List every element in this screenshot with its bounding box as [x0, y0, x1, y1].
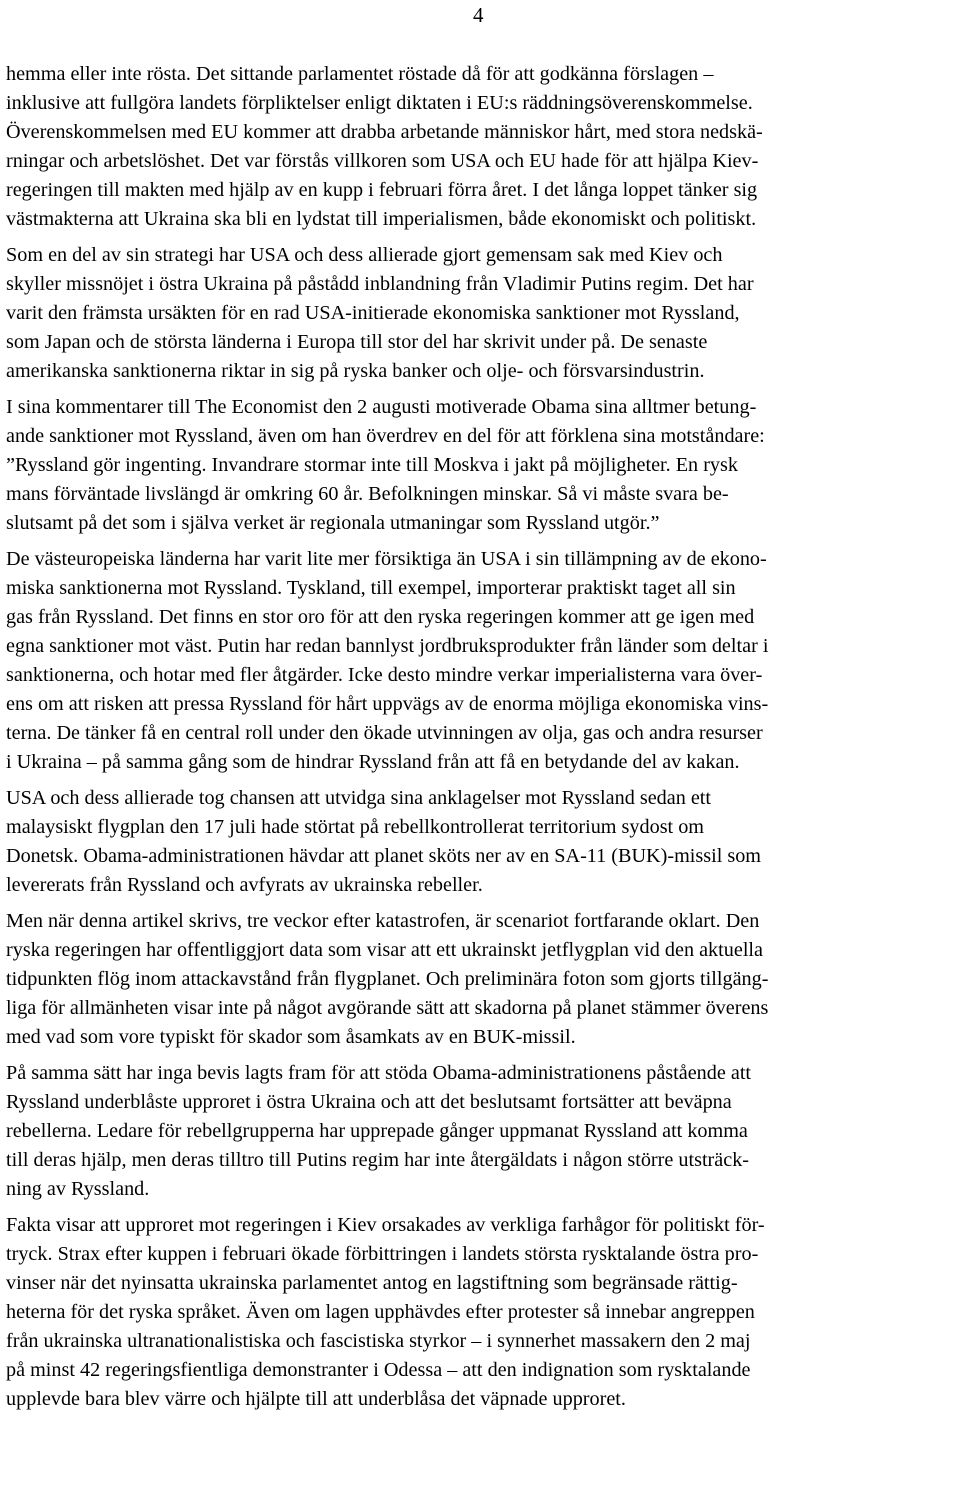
text-line: i Ukraina – på samma gång som de hindrar Ryssland från att få en betydande del av kakan. — [6, 751, 740, 773]
text-line: Men när denna artikel skrivs, tre veckor efter katastrofen, är scenariot fortfarande oklart. Den — [6, 910, 760, 932]
text-line: På samma sätt har inga bevis lagts fram för att stöda Obama-administrationens påstående att — [6, 1062, 752, 1084]
page-number: 4 — [473, 3, 484, 27]
text-line: Överenskommelsen med EU kommer att drabba arbetande människor hårt, med stora nedskä- — [6, 121, 763, 143]
paragraph — [6, 784, 956, 900]
text-line: amerikanska sanktionerna riktar in sig på ryska banker och olje- och försvarsindustrin. — [6, 360, 705, 382]
text-line: gas från Ryssland. Det finns en stor oro för att den ryska regeringen kommer att ge igen med — [6, 606, 755, 628]
paragraph — [6, 393, 956, 538]
text-line: mans förväntade livslängd är omkring 60 år. Befolkningen minskar. Så vi måste svara be- — [6, 483, 729, 505]
text-line: Som en del av sin strategi har USA och dess allierade gjort gemensam sak med Kiev och — [6, 244, 723, 266]
paragraph — [6, 241, 956, 386]
paragraph — [6, 1211, 956, 1414]
text-line: med vad som vore typiskt för skador som åsamkats av en BUK-missil. — [6, 1026, 576, 1048]
text-line: USA och dess allierade tog chansen att utvidga sina anklagelser mot Ryssland sedan ett — [6, 787, 712, 809]
text-line: heterna för det ryska språket. Även om lagen upphävdes efter protester så innebar angreppen — [6, 1301, 755, 1323]
text-line: De västeuropeiska länderna har varit lite mer försiktiga än USA i sin tillämpning av de ekono- — [6, 548, 767, 570]
text-line: på minst 42 regeringsfientliga demonstranter i Odessa – att den indignation som rysktalande — [6, 1359, 751, 1381]
text-line: ens om att risken att pressa Ryssland för hårt uppvägs av de enorma möjliga ekonomiska vins- — [6, 693, 769, 715]
paragraph — [6, 545, 956, 777]
text-line: inklusive att fullgöra landets förpliktelser enligt diktaten i EU:s räddningsöverenskommelse. — [6, 92, 753, 114]
text-line: västmakterna att Ukraina ska bli en lydstat till imperialismen, både ekonomiskt och politiskt. — [6, 208, 757, 230]
paragraph — [6, 1059, 956, 1204]
text-line: slutsamt på det som i själva verket är regionala utmaningar som Ryssland utgör.” — [6, 512, 660, 534]
text-line: från ukrainska ultranationalistiska och fascistiska styrkor – i synnerhet massakern den 2 maj — [6, 1330, 751, 1352]
text-line: egna sanktioner mot väst. Putin har redan bannlyst jordbruksprodukter från länder som deltar i — [6, 635, 769, 657]
paragraph — [6, 907, 956, 1052]
text-line: skyller missnöjet i östra Ukraina på påstådd inblandning från Vladimir Putins regim. Det har — [6, 273, 754, 295]
text-line: terna. De tänker få en central roll under den ökade utvinningen av olja, gas och andra resurser — [6, 722, 763, 744]
text-line: som Japan och de största länderna i Europa till stor del har skrivit under på. De senaste — [6, 331, 708, 353]
text-line: I sina kommentarer till The Economist den 2 augusti motiverade Obama sina alltmer betung- — [6, 396, 757, 418]
text-line: tryck. Strax efter kuppen i februari ökade förbittringen i landets största rysktalande östra pro- — [6, 1243, 759, 1265]
text-line: vinser när det nyinsatta ukrainska parlamentet antog en lagstiftning som begränsade rättig- — [6, 1272, 738, 1294]
text-line: rningar och arbetslöshet. Det var förstås villkoren som USA och EU hade för att hjälpa Kiev- — [6, 150, 759, 172]
text-line: hemma eller inte rösta. Det sittande parlamentet röstade då för att godkänna förslagen – — [6, 63, 714, 85]
text-line: ning av Ryssland. — [6, 1178, 150, 1200]
text-line: rebellerna. Ledare för rebellgrupperna har upprepade gånger uppmanat Ryssland att komma — [6, 1120, 748, 1142]
text-line: liga för allmänheten visar inte på något avgörande sätt att skadorna på planet stämmer överens — [6, 997, 769, 1019]
text-line: ”Ryssland gör ingenting. Invandrare stormar inte till Moskva i jakt på möjligheter. En rysk — [6, 454, 738, 476]
text-line: Donetsk. Obama-administrationen hävdar att planet sköts ner av en SA-11 (BUK)-missil som — [6, 845, 762, 867]
text-line: ryska regeringen har offentliggjort data som visar att ett ukrainskt jetflygplan vid den aktuella — [6, 939, 763, 961]
text-line: sanktionerna, och hotar med fler åtgärder. Icke desto mindre verkar imperialisterna vara över- — [6, 664, 763, 686]
document-body — [6, 60, 956, 1421]
text-line: tidpunkten flög inom attackavstånd från flygplanet. Och preliminära foton som gjorts tillgäng- — [6, 968, 769, 990]
text-line: ande sanktioner mot Ryssland, även om han överdrev en del för att förklena sina motståndare: — [6, 425, 765, 447]
text-line: regeringen till makten med hjälp av en kupp i februari förra året. I det långa loppet tänker sig — [6, 179, 758, 201]
text-line: upplevde bara blev värre och hjälpte till att underblåsa det väpnade upproret. — [6, 1388, 626, 1410]
text-line: Fakta visar att upproret mot regeringen i Kiev orsakades av verkliga farhågor för politiskt för- — [6, 1214, 765, 1236]
text-line: levererats från Ryssland och avfyrats av ukrainska rebeller. — [6, 874, 483, 896]
text-line: miska sanktionerna mot Ryssland. Tyskland, till exempel, importerar praktiskt taget all sin — [6, 577, 736, 599]
paragraph — [6, 60, 956, 234]
text-line: varit den främsta ursäkten för en rad USA-initierade ekonomiska sanktioner mot Ryssland, — [6, 302, 740, 324]
text-line: Ryssland underblåste upproret i östra Ukraina och att det beslutsamt fortsätter att beväpna — [6, 1091, 732, 1113]
text-line: malaysiskt flygplan den 17 juli hade störtat på rebellkontrollerat territorium sydost om — [6, 816, 704, 838]
text-line: till deras hjälp, men deras tilltro till Putins regim har inte återgäldats i någon större utsträck- — [6, 1149, 750, 1171]
